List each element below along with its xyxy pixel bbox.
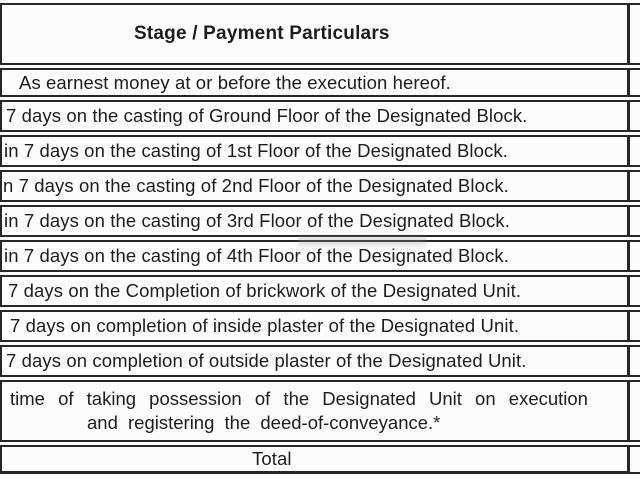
cell-amount-sliver (628, 100, 640, 132)
cell-amount-sliver (628, 135, 640, 167)
cell-amount-sliver (628, 275, 640, 307)
row-text-line1: time of taking possession of the Designated Unit on execution (10, 388, 588, 409)
cell-particulars (0, 68, 629, 97)
cell-amount-sliver (628, 445, 640, 474)
table-row (0, 275, 640, 307)
table-row (0, 310, 640, 342)
cell-particulars (0, 445, 629, 474)
cell-amount-sliver (628, 310, 640, 342)
cell-particulars (0, 100, 629, 132)
cell-amount-sliver (628, 205, 640, 237)
row-text: in 7 days on the casting of 3rd Floor of the Designated Block. (4, 210, 510, 231)
row-text: in 7 days on the casting of 4th Floor of the Designated Block. (4, 245, 509, 266)
cell-particulars (0, 345, 629, 377)
cell-particulars (0, 380, 629, 442)
cell-particulars (0, 135, 629, 167)
cell-amount-sliver (628, 68, 640, 97)
cell-particulars (0, 205, 629, 237)
row-text: 7 days on the Completion of brickwork of the Designated Unit. (8, 280, 522, 301)
row-text: in 7 days on the casting of 1st Floor of the Designated Block. (4, 140, 508, 161)
row-text: 7 days on completion of inside plaster of the Designated Unit. (10, 315, 520, 336)
payment-schedule-table (0, 3, 640, 474)
row-text: As earnest money at or before the execution hereof. (19, 71, 451, 93)
table-row (0, 135, 640, 167)
cell-amount-sliver (628, 345, 640, 377)
header-cell-amount-sliver (628, 3, 640, 65)
cell-amount-sliver (628, 170, 640, 202)
cell-particulars (0, 240, 629, 272)
table-row (0, 100, 640, 132)
cell-particulars (0, 170, 629, 202)
row-text: 7 days on the casting of Ground Floor of the Designated Block. (6, 105, 528, 126)
cell-particulars (0, 310, 629, 342)
row-text: 7 days on completion of outside plaster of the Designated Unit. (6, 350, 527, 371)
total-label: Total (252, 448, 292, 469)
cell-amount-sliver (628, 380, 640, 442)
table-row (0, 170, 640, 202)
table-row-possession (0, 380, 640, 442)
header-cell-particulars (0, 3, 629, 65)
row-text: n 7 days on the casting of 2nd Floor of the Designated Block. (3, 175, 509, 196)
table-header-row (0, 3, 640, 65)
cell-particulars (0, 275, 629, 307)
table-row (0, 205, 640, 237)
table-row-total (0, 445, 640, 474)
row-text-line2: and registering the deed-of-conveyance.* (87, 412, 441, 433)
table-row (0, 68, 640, 97)
table-row (0, 240, 640, 272)
table-row (0, 345, 640, 377)
table-title: Stage / Payment Particulars (134, 23, 390, 44)
cell-amount-sliver (628, 240, 640, 272)
